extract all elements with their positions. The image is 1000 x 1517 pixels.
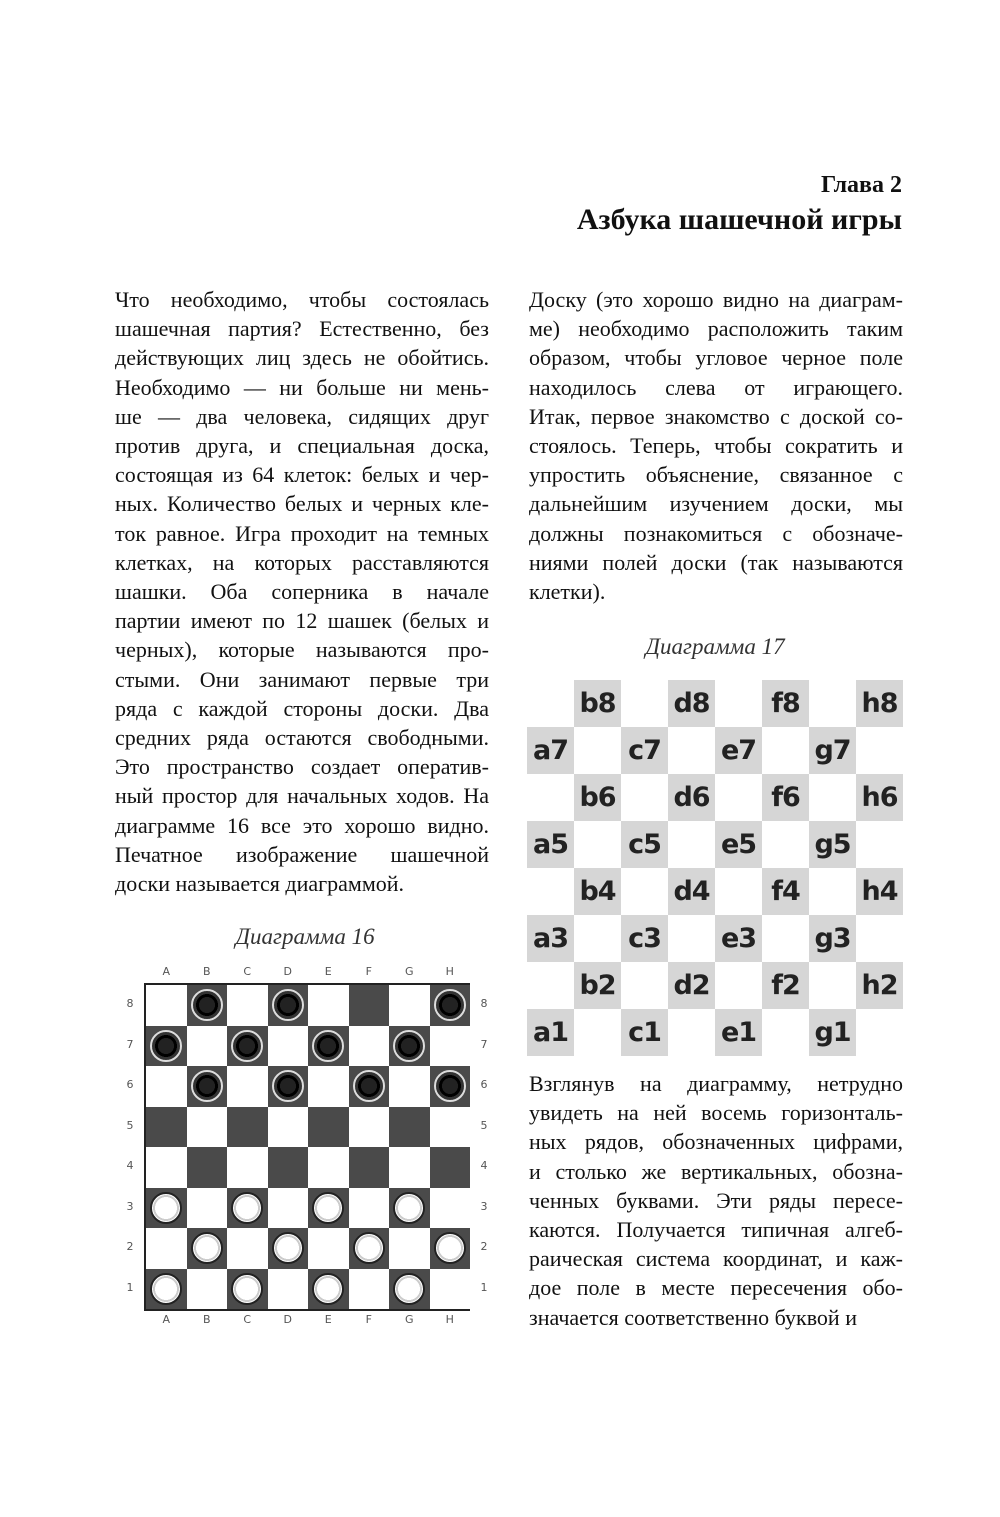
board-coordinate: D bbox=[283, 965, 292, 978]
text-line: должны познакомиться с обозначе- bbox=[529, 520, 903, 546]
square-label: c1 bbox=[621, 1009, 668, 1056]
board-coordinate: A bbox=[162, 965, 171, 978]
dark-square bbox=[308, 1188, 349, 1229]
text-line: Итак, первое знакомство с доской со- bbox=[529, 403, 903, 429]
empty-square bbox=[527, 774, 574, 821]
left-column-text bbox=[115, 285, 489, 898]
text-line: Печатное изображение шашечной bbox=[115, 841, 489, 867]
white-checker bbox=[272, 1232, 304, 1264]
black-checker bbox=[272, 1070, 304, 1102]
empty-square bbox=[621, 774, 668, 821]
text-line: ниями полей доски (так называются bbox=[529, 549, 903, 575]
board-coordinate: 8 bbox=[480, 997, 488, 1011]
light-square bbox=[227, 1147, 268, 1188]
board-coordinate: 2 bbox=[480, 1240, 488, 1254]
text-line: ток равное. Игра проходит на темных bbox=[115, 520, 489, 546]
square-label: a3 bbox=[527, 915, 574, 962]
light-square bbox=[187, 1026, 228, 1067]
white-checker bbox=[312, 1192, 344, 1224]
black-checker bbox=[150, 1030, 182, 1062]
empty-square bbox=[762, 821, 809, 868]
light-square bbox=[349, 1269, 390, 1310]
square-label: a7 bbox=[527, 727, 574, 774]
text-line: Доску (это хорошо видно на диаграм- bbox=[529, 287, 903, 312]
empty-square bbox=[856, 915, 903, 962]
dark-square bbox=[389, 1188, 430, 1229]
white-checker bbox=[150, 1192, 182, 1224]
white-checker bbox=[393, 1273, 425, 1305]
board-coordinate: 4 bbox=[480, 1159, 488, 1173]
square-label: f2 bbox=[762, 962, 809, 1009]
light-square bbox=[227, 1066, 268, 1107]
empty-square bbox=[762, 727, 809, 774]
text-line: действующих лиц здесь не обойтись. bbox=[115, 345, 489, 371]
dark-square bbox=[227, 1026, 268, 1067]
light-square bbox=[146, 1066, 187, 1107]
square-label: g1 bbox=[809, 1009, 856, 1056]
empty-square bbox=[574, 727, 621, 774]
square-label: d2 bbox=[668, 962, 715, 1009]
black-checker bbox=[191, 989, 223, 1021]
square-label: h2 bbox=[856, 962, 903, 1009]
dark-square bbox=[389, 1026, 430, 1067]
text-line: доски называется диаграммой. bbox=[115, 871, 405, 897]
dark-square bbox=[308, 1026, 349, 1067]
right-column-text-2 bbox=[529, 1069, 903, 1332]
text-line: шашечная партия? Естественно, без bbox=[115, 316, 489, 342]
text-line: против друга, и специальная доска, bbox=[115, 433, 489, 459]
light-square bbox=[308, 1147, 349, 1188]
light-square bbox=[430, 1107, 471, 1148]
empty-square bbox=[715, 680, 762, 727]
light-square bbox=[349, 1188, 390, 1229]
light-square bbox=[268, 1269, 309, 1310]
text-line: партии имеют по 12 шашек (белых и bbox=[115, 608, 489, 634]
board-coordinate: G bbox=[404, 1313, 414, 1326]
text-line: Это пространство создает оператив- bbox=[115, 754, 489, 780]
light-square bbox=[430, 1188, 471, 1229]
board-coordinate: H bbox=[445, 965, 454, 978]
light-square bbox=[430, 1026, 471, 1067]
square-label: d8 bbox=[668, 680, 715, 727]
black-checker bbox=[434, 1070, 466, 1102]
board-coordinate: 5 bbox=[480, 1118, 488, 1132]
board-coordinate: D bbox=[283, 1313, 292, 1326]
text-line: ше — два человека, сидящих друг bbox=[115, 403, 489, 429]
text-line: ме) необходимо расположить таким bbox=[529, 316, 903, 342]
text-line: шашки. Оба соперника в начале bbox=[115, 579, 489, 605]
board-coordinate: 1 bbox=[126, 1280, 134, 1294]
dark-square bbox=[349, 1147, 390, 1188]
dark-square bbox=[430, 1066, 471, 1107]
empty-square bbox=[574, 1009, 621, 1056]
square-label: e5 bbox=[715, 821, 762, 868]
square-label: e7 bbox=[715, 727, 762, 774]
empty-square bbox=[527, 868, 574, 915]
board-coordinate: B bbox=[202, 1313, 211, 1326]
white-checker bbox=[231, 1192, 263, 1224]
square-label: e1 bbox=[715, 1009, 762, 1056]
text-line: ных рядов, обозначенных цифрами, bbox=[529, 1129, 903, 1155]
black-checker bbox=[231, 1030, 263, 1062]
dark-square bbox=[430, 1147, 471, 1188]
square-label: e3 bbox=[715, 915, 762, 962]
light-square bbox=[430, 1269, 471, 1310]
text-line: стоялось. Теперь, чтобы сократить и bbox=[529, 433, 903, 459]
dark-square bbox=[146, 1026, 187, 1067]
square-label: h8 bbox=[856, 680, 903, 727]
black-checker bbox=[312, 1030, 344, 1062]
empty-square bbox=[527, 680, 574, 727]
dark-square bbox=[349, 985, 390, 1026]
dark-square bbox=[187, 1147, 228, 1188]
text-line: раическая система координат, и каж- bbox=[529, 1246, 903, 1272]
light-square bbox=[227, 985, 268, 1026]
board-coordinate: 5 bbox=[126, 1118, 134, 1132]
empty-square bbox=[668, 1009, 715, 1056]
board-coordinate: 3 bbox=[126, 1199, 134, 1213]
board-coordinate: C bbox=[243, 965, 252, 978]
board-coordinate: E bbox=[324, 965, 332, 978]
text-line: образом, чтобы угловое черное поле bbox=[529, 345, 903, 371]
light-square bbox=[389, 1066, 430, 1107]
empty-square bbox=[856, 1009, 903, 1056]
light-square bbox=[308, 985, 349, 1026]
text-line: диаграмме 16 все это хорошо видно. bbox=[115, 812, 489, 838]
empty-square bbox=[668, 915, 715, 962]
board-coordinate: 4 bbox=[126, 1159, 134, 1173]
dark-square bbox=[146, 1107, 187, 1148]
board-coordinate: F bbox=[365, 1313, 372, 1326]
text-line: ных. Количество белых и черных кле- bbox=[115, 491, 489, 517]
text-line: увидеть на ней восемь горизонталь- bbox=[529, 1100, 903, 1126]
light-square bbox=[187, 1107, 228, 1148]
light-square bbox=[187, 1188, 228, 1229]
empty-square bbox=[762, 1009, 809, 1056]
square-label: g3 bbox=[809, 915, 856, 962]
empty-square bbox=[809, 962, 856, 1009]
white-checker bbox=[393, 1192, 425, 1224]
white-checker bbox=[150, 1273, 182, 1305]
board-coordinate: C bbox=[243, 1313, 252, 1326]
square-label: b2 bbox=[574, 962, 621, 1009]
empty-square bbox=[621, 868, 668, 915]
light-square bbox=[268, 1188, 309, 1229]
black-checker bbox=[434, 989, 466, 1021]
white-checker bbox=[231, 1273, 263, 1305]
square-label: a1 bbox=[527, 1009, 574, 1056]
square-label: b8 bbox=[574, 680, 621, 727]
square-label: c3 bbox=[621, 915, 668, 962]
dark-square bbox=[430, 1228, 471, 1269]
checkers-board bbox=[144, 983, 470, 1311]
empty-square bbox=[668, 821, 715, 868]
empty-square bbox=[762, 915, 809, 962]
light-square bbox=[146, 985, 187, 1026]
square-label: g5 bbox=[809, 821, 856, 868]
square-label: c7 bbox=[621, 727, 668, 774]
black-checker bbox=[353, 1070, 385, 1102]
empty-square bbox=[574, 821, 621, 868]
board-coordinate: B bbox=[202, 965, 211, 978]
board-coordinate: 1 bbox=[480, 1280, 488, 1294]
light-square bbox=[389, 1228, 430, 1269]
light-square bbox=[308, 1066, 349, 1107]
square-label: a5 bbox=[527, 821, 574, 868]
dark-square bbox=[389, 1107, 430, 1148]
square-label: c5 bbox=[621, 821, 668, 868]
text-line: состоящая из 64 клеток: белых и чер- bbox=[115, 462, 489, 488]
light-square bbox=[389, 1147, 430, 1188]
square-label: d6 bbox=[668, 774, 715, 821]
black-checker bbox=[191, 1070, 223, 1102]
board-coordinate: 6 bbox=[480, 1078, 488, 1092]
dark-square bbox=[187, 1228, 228, 1269]
light-square bbox=[349, 1107, 390, 1148]
text-line: клетки). bbox=[529, 579, 606, 605]
board-coordinate: G bbox=[404, 965, 414, 978]
text-line: стыми. Они занимают первые три bbox=[115, 666, 489, 692]
text-line: Взглянув на диаграмму, нетрудно bbox=[529, 1071, 903, 1096]
text-line: каются. Получается типичная алгеб- bbox=[529, 1217, 903, 1243]
empty-square bbox=[809, 774, 856, 821]
dark-square bbox=[227, 1269, 268, 1310]
light-square bbox=[146, 1147, 187, 1188]
empty-square bbox=[715, 868, 762, 915]
text-line: ряда с каждой стороны доски. Два bbox=[115, 695, 489, 721]
square-label: g7 bbox=[809, 727, 856, 774]
light-square bbox=[349, 1026, 390, 1067]
square-label: f8 bbox=[762, 680, 809, 727]
square-label: h6 bbox=[856, 774, 903, 821]
dark-square bbox=[268, 1066, 309, 1107]
light-square bbox=[268, 1026, 309, 1067]
dark-square bbox=[349, 1228, 390, 1269]
board-coordinate: 6 bbox=[126, 1078, 134, 1092]
empty-square bbox=[856, 727, 903, 774]
light-square bbox=[146, 1228, 187, 1269]
text-line: клетках, на которых расставляются bbox=[115, 549, 489, 575]
light-square bbox=[389, 985, 430, 1026]
chapter-title: Азбука шашечной игры bbox=[576, 203, 902, 236]
diagram16-caption: Диаграмма 16 bbox=[235, 924, 375, 949]
black-checker bbox=[272, 989, 304, 1021]
empty-square bbox=[809, 868, 856, 915]
light-square bbox=[227, 1228, 268, 1269]
empty-square bbox=[715, 774, 762, 821]
dark-square bbox=[430, 985, 471, 1026]
text-line: значается соответственно буквой и bbox=[529, 1304, 857, 1330]
board-coordinate: F bbox=[365, 965, 372, 978]
empty-square bbox=[809, 680, 856, 727]
empty-square bbox=[621, 962, 668, 1009]
dark-square bbox=[308, 1269, 349, 1310]
light-square bbox=[268, 1107, 309, 1148]
empty-square bbox=[715, 962, 762, 1009]
text-line: дальнейшим изучением доски, мы bbox=[529, 491, 903, 517]
dark-square bbox=[349, 1066, 390, 1107]
text-line: находилось слева от играющего. bbox=[529, 374, 903, 400]
board-coordinate: 7 bbox=[480, 1037, 488, 1051]
dark-square bbox=[268, 985, 309, 1026]
text-line: упростить объяснение, связанное с bbox=[529, 462, 903, 488]
dark-square bbox=[268, 1147, 309, 1188]
dark-square bbox=[187, 985, 228, 1026]
text-line: ный простор для начальных ходов. На bbox=[115, 783, 489, 809]
board-coordinate: A bbox=[162, 1313, 171, 1326]
white-checker bbox=[434, 1232, 466, 1264]
light-square bbox=[308, 1228, 349, 1269]
board-coordinate: E bbox=[324, 1313, 332, 1326]
dark-square bbox=[146, 1269, 187, 1310]
empty-square bbox=[621, 680, 668, 727]
board-coordinate: 3 bbox=[480, 1199, 488, 1213]
dark-square bbox=[227, 1188, 268, 1229]
white-checker bbox=[312, 1273, 344, 1305]
dark-square bbox=[308, 1107, 349, 1148]
square-label: h4 bbox=[856, 868, 903, 915]
text-line: черных), которые называются про- bbox=[115, 637, 489, 663]
board-coordinate: 7 bbox=[126, 1037, 134, 1051]
square-label: f4 bbox=[762, 868, 809, 915]
square-label: b4 bbox=[574, 868, 621, 915]
square-label: b6 bbox=[574, 774, 621, 821]
black-checker bbox=[393, 1030, 425, 1062]
empty-square bbox=[527, 962, 574, 1009]
diagram17-board bbox=[527, 680, 903, 1056]
board-coordinate: 2 bbox=[126, 1240, 134, 1254]
empty-square bbox=[574, 915, 621, 962]
text-line: Что необходимо, чтобы состоялась bbox=[115, 287, 489, 312]
square-label: d4 bbox=[668, 868, 715, 915]
dark-square bbox=[389, 1269, 430, 1310]
square-label: f6 bbox=[762, 774, 809, 821]
chapter-label: Глава 2 bbox=[821, 172, 902, 198]
dark-square bbox=[227, 1107, 268, 1148]
text-line: и столько же вертикальных, обозна- bbox=[529, 1158, 903, 1184]
text-line: средних ряда остаются свободными. bbox=[115, 725, 489, 751]
board-coordinate: 8 bbox=[126, 997, 134, 1011]
dark-square bbox=[268, 1228, 309, 1269]
text-line: дое поле в месте пересечения обо- bbox=[529, 1275, 903, 1301]
white-checker bbox=[191, 1232, 223, 1264]
right-column-text-1 bbox=[529, 285, 903, 606]
dark-square bbox=[146, 1188, 187, 1229]
dark-square bbox=[187, 1066, 228, 1107]
empty-square bbox=[856, 821, 903, 868]
light-square bbox=[187, 1269, 228, 1310]
empty-square bbox=[668, 727, 715, 774]
text-line: ченных буквами. Эти ряды пересе- bbox=[529, 1187, 903, 1213]
diagram17-caption: Диаграмма 17 bbox=[645, 634, 785, 659]
white-checker bbox=[353, 1232, 385, 1264]
text-line: Необходимо — ни больше ни мень- bbox=[115, 374, 489, 400]
board-coordinate: H bbox=[445, 1313, 454, 1326]
